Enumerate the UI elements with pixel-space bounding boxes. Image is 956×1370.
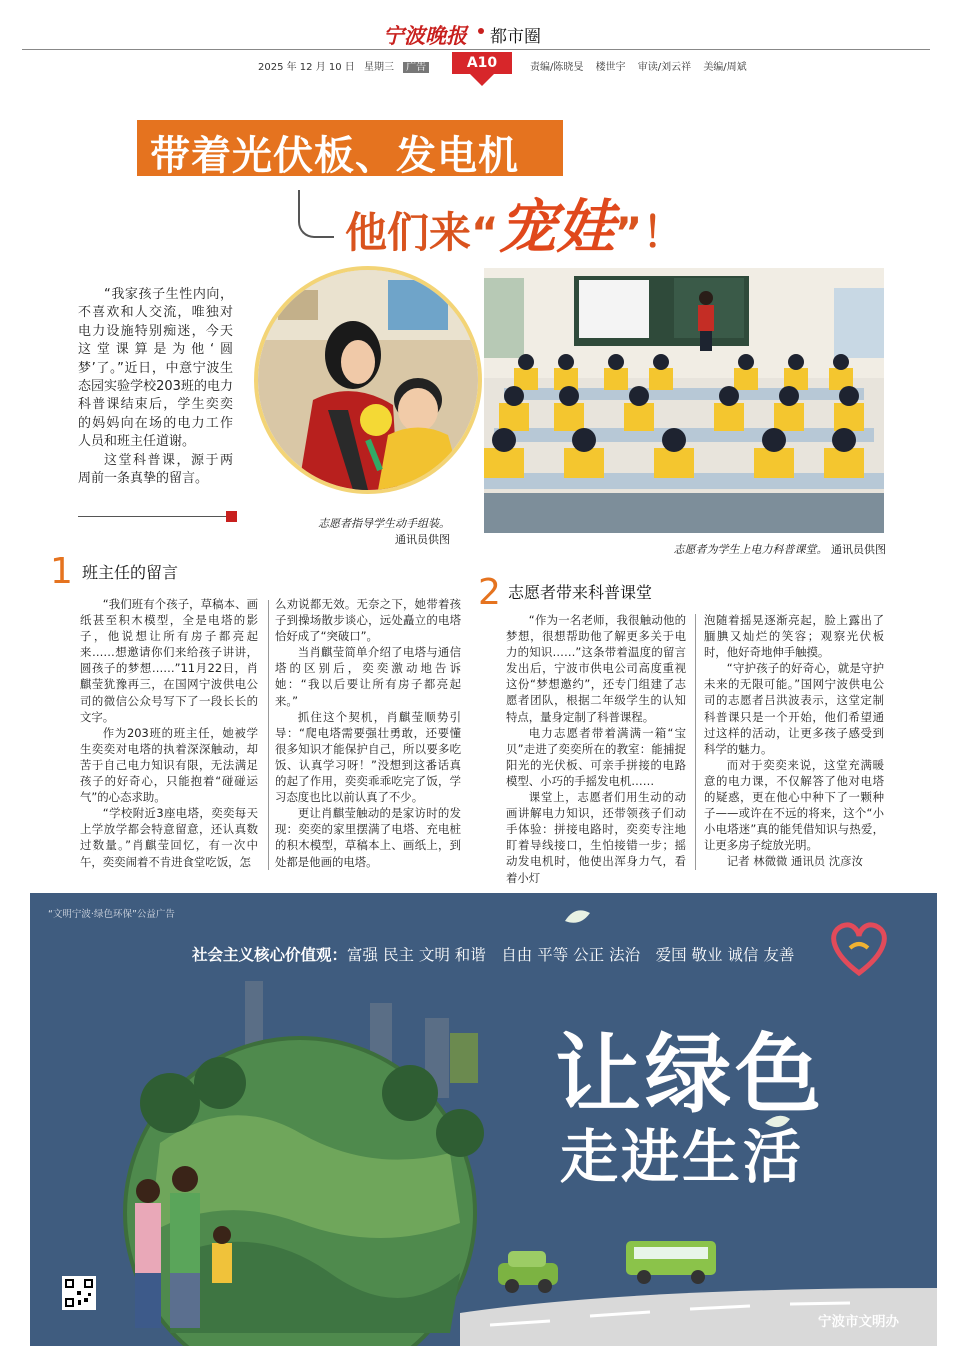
headline-line2-post: ”！ xyxy=(614,208,685,257)
masthead-dot xyxy=(478,28,484,34)
issue-date: 2025 年 12 月 10 日 xyxy=(258,62,355,73)
issue-info xyxy=(258,58,435,73)
paragraph: “作为一名老师，我很触动他的梦想，很想帮助他了解更多关于电力的知识……”这条带着温度的留言发出后，宁波市供电公司高度重视这份“梦想邀约”，还专门组建了志愿者团队，根据二年级学生的认知特点，量身定制了科普课程。 xyxy=(506,613,686,724)
headline-line2-pre: 他们来“ xyxy=(345,208,499,257)
photo1-caption xyxy=(300,516,450,548)
section1-col2 xyxy=(275,596,461,870)
section2-col1 xyxy=(506,612,686,886)
editor-credit: 审读/刘云祥 xyxy=(637,62,692,73)
column-rule xyxy=(695,614,696,870)
section2-number: 2 xyxy=(478,572,501,613)
photo-classroom xyxy=(484,268,884,533)
section1-col1 xyxy=(80,596,258,870)
paragraph: 泡随着摇晃逐渐亮起，脸上露出了腼腆又灿烂的笑容；观察光伏板时，他好奇地伸手触摸。 xyxy=(704,613,884,660)
newspaper-logo: 宁波晚报 xyxy=(383,23,467,48)
photo2-caption-text: 志愿者为学生上电力科普课堂。 xyxy=(673,543,828,556)
section1-title: 班主任的留言 xyxy=(82,563,179,582)
paragraph: 抓住这个契机，肖麒莹顺势引导：“爬电塔需要强壮勇敢，还要懂很多知识才能保护自己，所以要多吃饭、认真学习呀！”没想到这番话真的起了作用，奕奕乖乖吃完了饭，学习态度也比以前认真了不少。 xyxy=(275,709,461,805)
paragraph: 电力志愿者带着满满一箱“宝贝”走进了奕奕所在的教室：能捕捉阳光的光伏板、可亲手拼接的电路模型、小巧的手摇发电机…… xyxy=(506,725,686,788)
section-name: 都市圈 xyxy=(490,27,541,47)
photo2-credit: 通讯员供图 xyxy=(831,543,886,556)
editor-credit: 责编/陈晓旻 xyxy=(530,62,584,73)
intro-paragraph: “我家孩子生性内向，不喜欢和人交流，唯独对电力设施特别痴迷，今天这堂课算是为他‘圆梦’了。”近日，中意宁波生态园实验学校203班的电力科普课结束后，学生奕奕的妈妈向在场的电力工作人员和班主任道谢。 xyxy=(78,287,233,450)
core-values xyxy=(192,943,794,965)
paragraph: “守护孩子的好奇心，就是守护未来的无限可能。”国网宁波供电公司的志愿者吕洪波表示，这堂定制科普课只是一个开始，他们希望通过这样的活动，让更多孩子感受到科学的魅力。 xyxy=(704,661,884,756)
paragraph: 当肖麒莹简单介绍了电塔与通信塔的区别后，奕奕激动地告诉她：“我以后要让所有房子都亮起来。” xyxy=(275,645,461,708)
core-values-list: 富强 民主 文明 和谐 自由 平等 公正 法治 爱国 敬业 诚信 友善 xyxy=(347,946,795,964)
section2-title: 志愿者带来科普课堂 xyxy=(508,583,653,602)
editor-credits xyxy=(530,58,756,73)
intro-paragraph: 这堂科普课，源于两周前一条真挚的留言。 xyxy=(78,452,233,487)
issue-weekday: 星期三 xyxy=(363,62,394,73)
headline-line2 xyxy=(345,180,684,264)
photo2-caption xyxy=(578,541,886,557)
paragraph: 而对于奕奕来说，这堂充满暖意的电力课，不仅解答了他对电塔的疑惑，更在他心中种下了一颗种子——或许在不远的将来，这个“小小电塔迷”真的能凭借知识与热爱，让更多房子绽放光明。 xyxy=(704,757,884,853)
ad-title-line1: 让绿色 xyxy=(555,1025,825,1125)
column-rule xyxy=(268,600,269,870)
editor-credit: 楼世宇 xyxy=(595,62,626,73)
intro-rule xyxy=(78,516,230,517)
paragraph: “我们班有个孩子，草稿本、画纸甚至积木模型，全是电塔的影子，他说想让所有房子都亮起来……想邀请你们来给孩子讲讲，圆孩子的梦想……”11月22日，肖麒莹犹豫再三，在国网宁波供电公司的微信公众号写下了一段长长的文字。 xyxy=(80,597,258,724)
photo1-credit: 通讯员供图 xyxy=(395,533,450,546)
section1-number: 1 xyxy=(50,551,73,592)
core-values-title: 社会主义核心价值观： xyxy=(192,946,348,964)
paragraph: 作为203班的班主任，她被学生奕奕对电塔的执着深深触动，却苦于自己电力知识有限，无法满足孩子的好奇心，只能抱着“碰碰运气”的心态求助。 xyxy=(80,725,258,805)
photo-volunteer-guiding xyxy=(254,266,482,494)
paragraph: “学校附近3座电塔，奕奕每天上学放学都会特意留意，还认真数过数量。”肖麒莹回忆，有一次中午，奕奕闹着不肯进食堂吃饭，怎 xyxy=(80,806,258,869)
ad-title-line2: 走进生活 xyxy=(560,1123,805,1191)
ad-label: “文明宁波·绿色环保”公益广告 xyxy=(48,909,175,920)
intro-text xyxy=(78,286,233,488)
civilization-emblem-icon xyxy=(822,918,896,978)
editor-credit: 美编/周斌 xyxy=(703,62,747,73)
paragraph: 课堂上，志愿者们用生动的动画讲解电力知识，还带领孩子们动手体验：拼接电路时，奕奕专注地盯着导线接口，生怕接错一步；摇动发电机时，他使出浑身力气，看着小灯 xyxy=(506,790,686,885)
paragraph: 更让肖麒莹触动的是家访时的发现：奕奕的家里摆满了电塔、充电桩的积木模型，草稿本上、画纸上，到处都是他画的电塔。 xyxy=(275,806,461,869)
section2-col2 xyxy=(704,612,884,870)
paragraph: 么劝说都无效。无奈之下，她带着孩子到操场散步谈心，远处矗立的电塔恰好成了“突破口”。 xyxy=(275,597,461,644)
ad-sponsor: 宁波市文明办 xyxy=(818,1314,899,1330)
qr-code-icon xyxy=(62,1276,96,1310)
header-rule xyxy=(22,49,930,50)
page-number: A10 xyxy=(452,52,512,74)
ad-tag: 广告 xyxy=(403,62,429,73)
headline-bracket xyxy=(298,190,334,238)
headline-line1: 带着光伏板、发电机 xyxy=(150,133,519,179)
intro-square xyxy=(226,511,237,522)
photo1-caption-text: 志愿者指导学生动手组装。 xyxy=(318,517,450,530)
byline: 记者 林微微 通讯员 沈彦汝 xyxy=(726,854,863,869)
headline-highlight: 宠娃 xyxy=(498,193,615,261)
